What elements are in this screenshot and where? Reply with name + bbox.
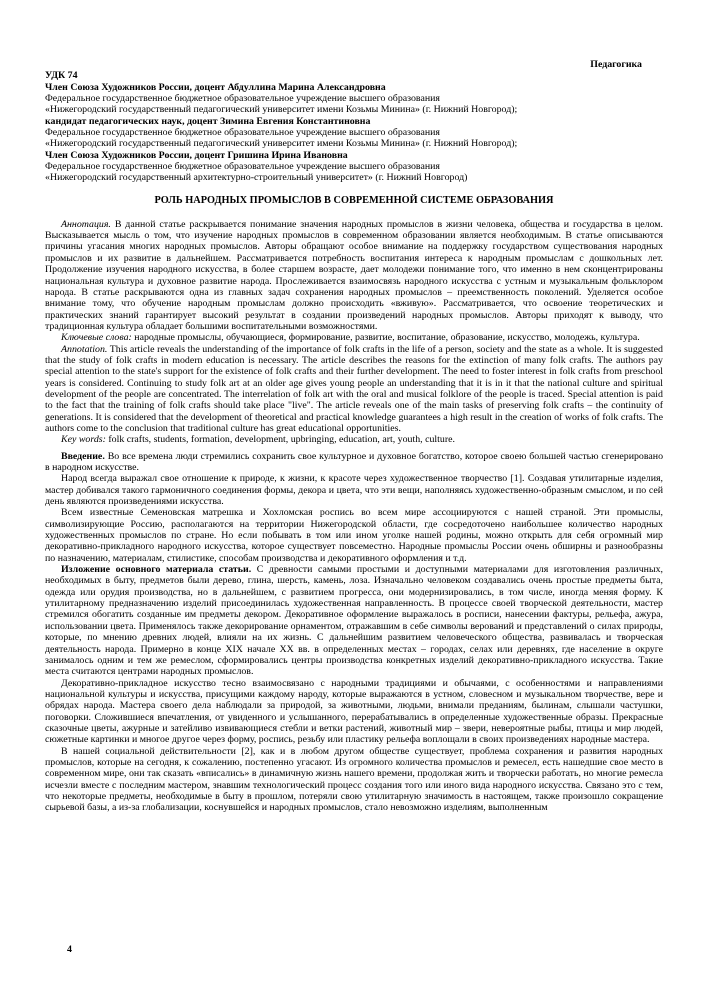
page-number: 4 <box>67 944 72 955</box>
paragraph <box>45 746 663 814</box>
author-name: Член Союза Художников России, доцент Гришина Ирина Ивановна <box>45 149 348 161</box>
abstract-en-lead: Annotation. <box>61 343 108 355</box>
abstract-ru-lead: Аннотация. <box>61 218 111 230</box>
author-affiliation: Федеральное государственное бюджетное образовательное учреждение высшего образования <box>45 161 440 173</box>
keywords-ru-text: народные промыслы, обучающиеся, формирование, развитие, воспитание, образование, искусство, молодежь, культура. <box>134 332 640 344</box>
author-name: кандидат педагогических наук, доцент Зимина Евгения Константиновна <box>45 115 371 127</box>
keywords-ru <box>45 332 663 343</box>
abstract-en-text: This article reveals the understanding of the importance of folk crafts in the life of a person, society and the state as a whole. It is suggested that the study of folk crafts in modern education is necessary. The article describes the reasons for the extinction of many folk crafts. The authors pay special attention to the state's support for the existence of folk crafts and their further development. The need to foster interest in folk crafts from preschool years is considered. Continuing to study folk art at an older age gives young people an understanding that it is in it that the national culture and spiritual development of the people are concentrated. The interrelation of folk art with the oral and musical folklore of the people is traced. Special attention is paid to the fact that the training of folk crafts should take place "live". The article reveals one of the main tasks of preserving folk crafts – the continuity of generations. It is considered that the development of theoretical and practical knowledge guarantees a high result in the creation of works of folk crafts. The authors come to the conclusion that traditional culture has great educational opportunities. <box>45 343 663 434</box>
keywords-en-lead: Key words: <box>61 434 106 446</box>
paragraph-text: Всем известные Семеновская матрешка и Хохломская роспись во всем мире ассоциируются с нашей страной. Эти промыслы, символизирующие Россию, располагаются на территории Нижегородской области, где сосредоточено наибольшее количество народных художественных промыслов по стране. Но если побывать в том или ином уголке нашей родины, можно открыть для себя огромный мир декоративно-прикладного народного искусства, которое существует повсеместно. Народные промыслы России очень обширны и разнообразны по назначению, материалам, стилистике, способам производства и декоративного оформления и т.д. <box>45 507 663 564</box>
keywords-en <box>45 434 663 445</box>
udk-label: УДК 74 <box>45 70 78 82</box>
keywords-en-text: folk crafts, students, formation, development, upbringing, education, art, youth, culture. <box>108 434 455 446</box>
paragraph-introduction <box>45 451 663 474</box>
paragraph-text: Народ всегда выражал свое отношение к природе, к жизни, к красоте через художественное творчество [1]. Создавая утилитарные изделия, мастер добивался такого гармоничного соединения формы, декора и цвета, что эти вещи, наполняясь художественно-образным смыслом, и по сей день являются произведениями искусства. <box>45 473 663 508</box>
abstract-ru <box>45 219 663 332</box>
author-affiliation: Федеральное государственное бюджетное образовательное учреждение высшего образования <box>45 93 440 105</box>
paragraph <box>45 473 663 507</box>
author-affiliation: «Нижегородский государственный педагогический университет имени Козьмы Минина» (г. Нижний Новгород); <box>45 104 518 116</box>
introduction-lead: Введение. <box>61 450 105 462</box>
paragraph-text: В нашей социальной действительности [2], как и в любом другом обществе существует, проблема сохранения и развития народных промыслов, которые на сегодня, к сожалению, постепенно угасают. Из огромного количества промыслов и ремесел, есть нашедшие свое место в современном мире, они так сказать «вписались» в динамичную жизнь нашего времени, продолжая жить и творчески работать, но многие ремесла исчезли вместе с последним мастером, знавшим технологический процесс создания того или иного вида народного искусства. Связано это с тем, что некоторые предметы, необходимые в быту в прошлом, потеряли свою утилитарную значимость в настоящем, также произошло сокращение сырьевой базы, а из-за глобализации, коснувшейся и народных промыслов, стало невозможно изделиям, выполненным <box>45 745 663 814</box>
paragraph-text: С древности самыми простыми и доступными материалами для изготовления различных, необходимых в быту, предметов были дерево, глина, шерсть, камень, лоза. Изначально человеком создавались очень простые предметы быта, одежда или орудия производства, но в дальнейшем, с развитием прогресса, они модернизировались, в том числе, иногда меняя форму. К утилитарному предназначению изделий присоединилась художественная направленность. В процессе своей творческой деятельности, мастер стремился обогатить созданные им предметы декором. Декоративное оформление выражалось в росписи, нанесении фактуры, рельефа, ажура, использовании цвета. Применялось также декорирование орнаментом, отражавшим в себе символы верований и представлений о силах природы, которые, по мнению древних людей, влияли на их жизнь. С дальнейшим развитием человеческого общества, развивалась и творческая деятельность народа. Примерно в конце XIX начале XX вв. в определенных местах – городах, селах или деревнях, где население в округе занималось одним и тем же ремеслом, сформировались центры производства конкретных изделий декоративно-прикладного искусства. Такие места считаются центрами народных промыслов. <box>45 564 664 678</box>
keywords-ru-lead: Ключевые слова: <box>61 332 132 344</box>
paragraph-main-material <box>45 564 663 677</box>
author-affiliation: «Нижегородский государственный архитектурно-строительный университет» (г. Нижний Новгород) <box>45 172 468 184</box>
authors-block <box>45 82 663 184</box>
article-title: РОЛЬ НАРОДНЫХ ПРОМЫСЛОВ В СОВРЕМЕННОЙ СИСТЕМЕ ОБРАЗОВАНИЯ <box>154 194 554 206</box>
paragraph-text: Декоративно-прикладное искусство тесно взаимосвязано с народными традициями и обычаями, с особенностями и направлениями национальной культуры и искусства, присущими каждому народу, которые выражаются в устном, словесном и музыкальном творчестве, вере и обрядах народа. Мастера своего дела наблюдали за природой, за животными, людьми, внимали преданиям, былинам, слышали частушки, поговорки. Сложившиеся впечатления, от увиденного и услышанного, перерабатывались в определенные художественные образы. Прекрасные сказочные цветы, ажурные и затейливо извивающиеся стебли и ветки растений, животный мир – звери, невероятные рыбы, птицы и мир людей, сюжетные картинки и многое другое через форму, роспись, резьбу или пластику рельефа воплощали в своих произведениях народные мастера. <box>45 677 663 746</box>
abstract-en <box>45 344 663 435</box>
paragraph <box>45 678 663 746</box>
abstract-ru-text: В данной статье раскрывается понимание значения народных промыслов в жизни человека, общества и государства в целом. Высказывается мысль о том, что изучение народных промыслов в современном образовании является необходимым. В статье описываются причины угасания многих народных промыслов. Авторы обращают особое внимание на поддержку государством существования народных промыслов и их развитие в дальнейшем. Рассматривается потребность воспитания интереса к народным промыслам с дошкольных лет. Продолжение изучения народного искусства, в более старшем возрасте, дает молодежи понимание того, что именно в нем сконцентрированы национальная культура и духовное развитие народа. Прослеживается взаимосвязь народного искусства с устным и музыкальным фольклором народа. В статье раскрываются одна из главных задач сохранения народных промыслов – преемственность поколений. Уделяется особое внимание тому, что обучение народным промыслам должно происходить «вживую». Рассматривается, что освоение теоретических и практических знаний гарантирует высокий результат в создании произведений народных промыслов. Авторы приходят к выводу, что традиционная культура обладает большими воспитательными возможностями. <box>45 218 664 332</box>
author-affiliation: «Нижегородский государственный педагогический университет имени Козьмы Минина» (г. Нижний Новгород); <box>45 138 518 150</box>
author-name: Член Союза Художников России, доцент Абдуллина Марина Александровна <box>45 81 386 93</box>
paragraph <box>45 507 663 564</box>
author-affiliation: Федеральное государственное бюджетное образовательное учреждение высшего образования <box>45 127 440 139</box>
rubric-label: Педагогика <box>590 59 642 70</box>
paragraph-text: Во все времена люди стремились сохранить свое культурное и духовное богатство, которое своею большей частью сгенерировано в народном искусстве. <box>45 450 664 473</box>
main-material-lead: Изложение основного материала статьи. <box>61 564 252 576</box>
